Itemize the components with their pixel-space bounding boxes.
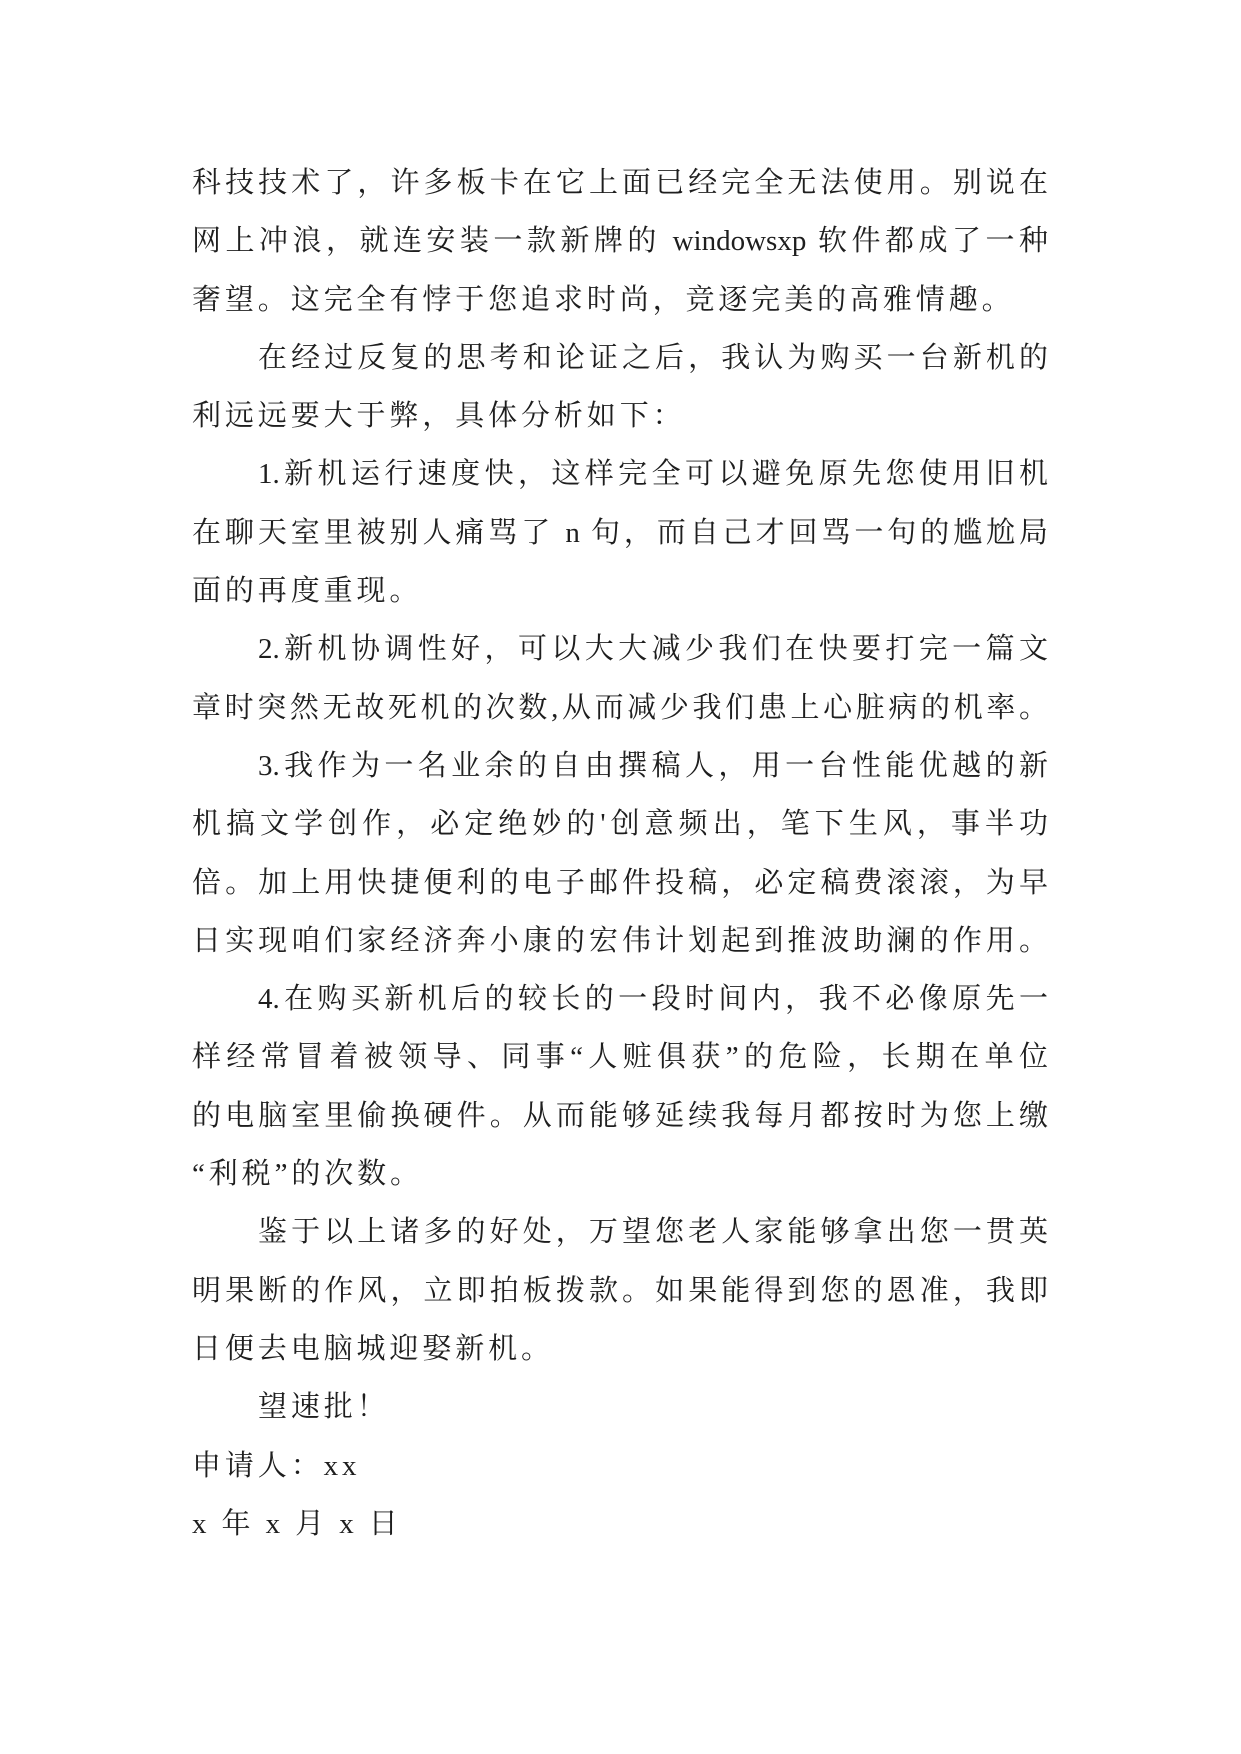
text-line: 的电脑室里偷换硬件。从而能够延续我每月都按时为您上缴 — [192, 1099, 1048, 1132]
text-line: 样经常冒着被领导、同事“人赃俱获”的危险，长期在单位 — [192, 1041, 1048, 1074]
text-line: 利远远要大于弊，具体分析如下： — [192, 400, 686, 433]
text-line: 3.我作为一名业余的自由撰稿人，用一台性能优越的新 — [258, 749, 1048, 782]
text-line: 奢望。这完全有悖于您追求时尚，竞逐完美的高雅情趣。 — [192, 283, 1015, 316]
closing-remark — [192, 1378, 1048, 1436]
text-line: 章时突然无故死机的次数,从而减少我们患上心脏病的机率。 — [192, 691, 1048, 724]
text-line: 科技技术了，许多板卡在它上面已经完全无法使用。别说在 — [192, 167, 1048, 199]
text-line: “利税”的次数。 — [192, 1158, 423, 1191]
paragraph-point-4 — [192, 970, 1048, 1203]
paragraph-point-3 — [192, 737, 1048, 970]
text-line: 1.新机运行速度快，这样完全可以避免原先您使用旧机 — [258, 458, 1048, 491]
paragraph-intro — [192, 329, 1048, 446]
text-line: 网上冲浪，就连安装一款新牌的 windowsxp 软件都成了一种 — [192, 225, 1048, 258]
paragraph-point-1 — [192, 445, 1048, 620]
paragraph-continued — [192, 154, 1048, 329]
text-line: 在经过反复的思考和论证之后，我认为购买一台新机的 — [258, 341, 1048, 374]
text-line: 明果断的作风，立即拍板拨款。如果能得到您的恩准，我即 — [192, 1274, 1048, 1307]
text-line: 望速批！ — [258, 1391, 390, 1424]
text-line: 面的再度重现。 — [192, 575, 423, 608]
text-line: 4.在购买新机后的较长的一段时间内，我不必像原先一 — [258, 983, 1048, 1016]
date-line: x 年 x 月 x 日 — [192, 1507, 402, 1540]
text-line: 机搞文学创作，必定绝妙的'创意频出，笔下生风，事半功 — [192, 808, 1048, 841]
paragraph-point-2 — [192, 620, 1048, 737]
document-body — [192, 154, 1048, 1553]
text-line: 日便去电脑城迎娶新机。 — [192, 1332, 554, 1365]
text-line: 鉴于以上诸多的好处，万望您老人家能够拿出您一贯英 — [258, 1216, 1048, 1249]
paragraph-conclusion — [192, 1203, 1048, 1378]
text-line: 倍。加上用快捷便利的电子邮件投稿，必定稿费滚滚，为早 — [192, 866, 1048, 899]
applicant-line: 申请人：xx — [192, 1449, 361, 1482]
signature-block — [192, 1437, 1048, 1554]
text-line: 在聊天室里被别人痛骂了 n 句，而自己才回骂一句的尴尬局 — [192, 516, 1048, 549]
text-line: 日实现咱们家经济奔小康的宏伟计划起到推波助澜的作用。 — [192, 924, 1048, 957]
text-line: 2.新机协调性好，可以大大减少我们在快要打完一篇文 — [258, 633, 1048, 666]
